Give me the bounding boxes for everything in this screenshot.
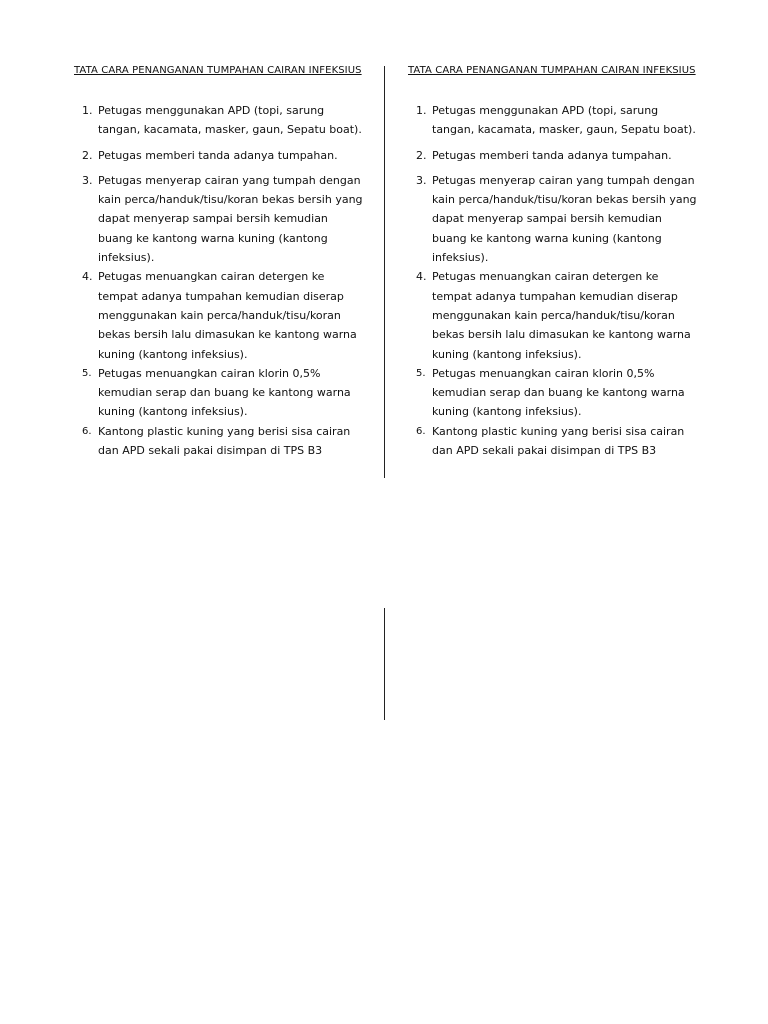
left-step-3 xyxy=(74,171,374,267)
right-step-3-text: Petugas menyerap cairan yang tumpah dengan kain perca/handuk/tisu/koran bekas bersih yang dapat menyerap sampai bersih kemudian buang ke kantong warna kuning (kantong infeksius). xyxy=(432,173,697,265)
left-step-3-number: 3. xyxy=(82,173,93,187)
left-step-6 xyxy=(74,422,374,461)
column-divider-bottom xyxy=(384,608,385,720)
column-divider-top xyxy=(384,66,385,478)
right-step-3-number: 3. xyxy=(416,173,427,187)
right-step-5 xyxy=(408,364,708,422)
right-step-5-number: 5. xyxy=(416,367,426,379)
right-column-title: TATA CARA PENANGANAN TUMPAHAN CAIRAN INFEKSIUS xyxy=(408,65,696,76)
left-step-2-number: 2. xyxy=(82,148,93,162)
left-steps-list xyxy=(74,101,374,460)
left-step-1-text: Petugas menggunakan APD (topi, sarung tangan, kacamata, masker, gaun, Sepatu boat). xyxy=(98,104,362,137)
right-step-6 xyxy=(408,422,708,461)
right-step-2 xyxy=(408,146,708,165)
left-step-1-number: 1. xyxy=(82,104,93,117)
right-step-2-number: 2. xyxy=(416,148,427,162)
left-step-5-text: Petugas menuangkan cairan klorin 0,5% kemudian serap dan buang ke kantong warna kuning (kantong infeksius). xyxy=(98,366,351,419)
left-column xyxy=(74,60,374,460)
left-step-6-text: Kantong plastic kuning yang berisi sisa cairan dan APD sekali pakai disimpan di TPS B3 xyxy=(98,424,351,458)
right-column xyxy=(408,60,708,460)
right-step-4-text: Petugas menuangkan cairan detergen ke tempat adanya tumpahan kemudian diserap menggunakan kain perca/handuk/tisu/koran bekas bersih lalu dimasukan ke kantong warna kuning (kantong infeksius). xyxy=(432,270,691,361)
left-step-4 xyxy=(74,267,374,363)
right-step-1-number: 1. xyxy=(416,104,427,117)
left-step-5 xyxy=(74,364,374,422)
right-steps-list xyxy=(408,101,708,460)
left-step-2 xyxy=(74,146,374,165)
right-step-4 xyxy=(408,267,708,363)
left-column-title: TATA CARA PENANGANAN TUMPAHAN CAIRAN INFEKSIUS xyxy=(74,65,362,76)
right-step-4-number: 4. xyxy=(416,270,427,284)
right-step-1 xyxy=(408,101,708,140)
right-step-3 xyxy=(408,171,708,267)
left-step-6-number: 6. xyxy=(82,425,92,437)
right-step-6-text: Kantong plastic kuning yang berisi sisa cairan dan APD sekali pakai disimpan di TPS B3 xyxy=(432,424,685,458)
right-step-2-text: Petugas memberi tanda adanya tumpahan. xyxy=(432,148,672,162)
left-step-5-number: 5. xyxy=(82,367,92,379)
left-step-2-text: Petugas memberi tanda adanya tumpahan. xyxy=(98,148,338,162)
right-step-1-text: Petugas menggunakan APD (topi, sarung tangan, kacamata, masker, gaun, Sepatu boat). xyxy=(432,104,696,137)
left-step-1 xyxy=(74,101,374,140)
left-step-4-number: 4. xyxy=(82,270,93,284)
left-step-4-text: Petugas menuangkan cairan detergen ke tempat adanya tumpahan kemudian diserap menggunakan kain perca/handuk/tisu/koran bekas bersih lalu dimasukan ke kantong warna kuning (kantong infeksius). xyxy=(98,270,357,361)
right-step-5-text: Petugas menuangkan cairan klorin 0,5% kemudian serap dan buang ke kantong warna kuning (kantong infeksius). xyxy=(432,366,685,419)
right-step-6-number: 6. xyxy=(416,425,426,437)
left-step-3-text: Petugas menyerap cairan yang tumpah dengan kain perca/handuk/tisu/koran bekas bersih yang dapat menyerap sampai bersih kemudian buang ke kantong warna kuning (kantong infeksius). xyxy=(98,173,363,265)
